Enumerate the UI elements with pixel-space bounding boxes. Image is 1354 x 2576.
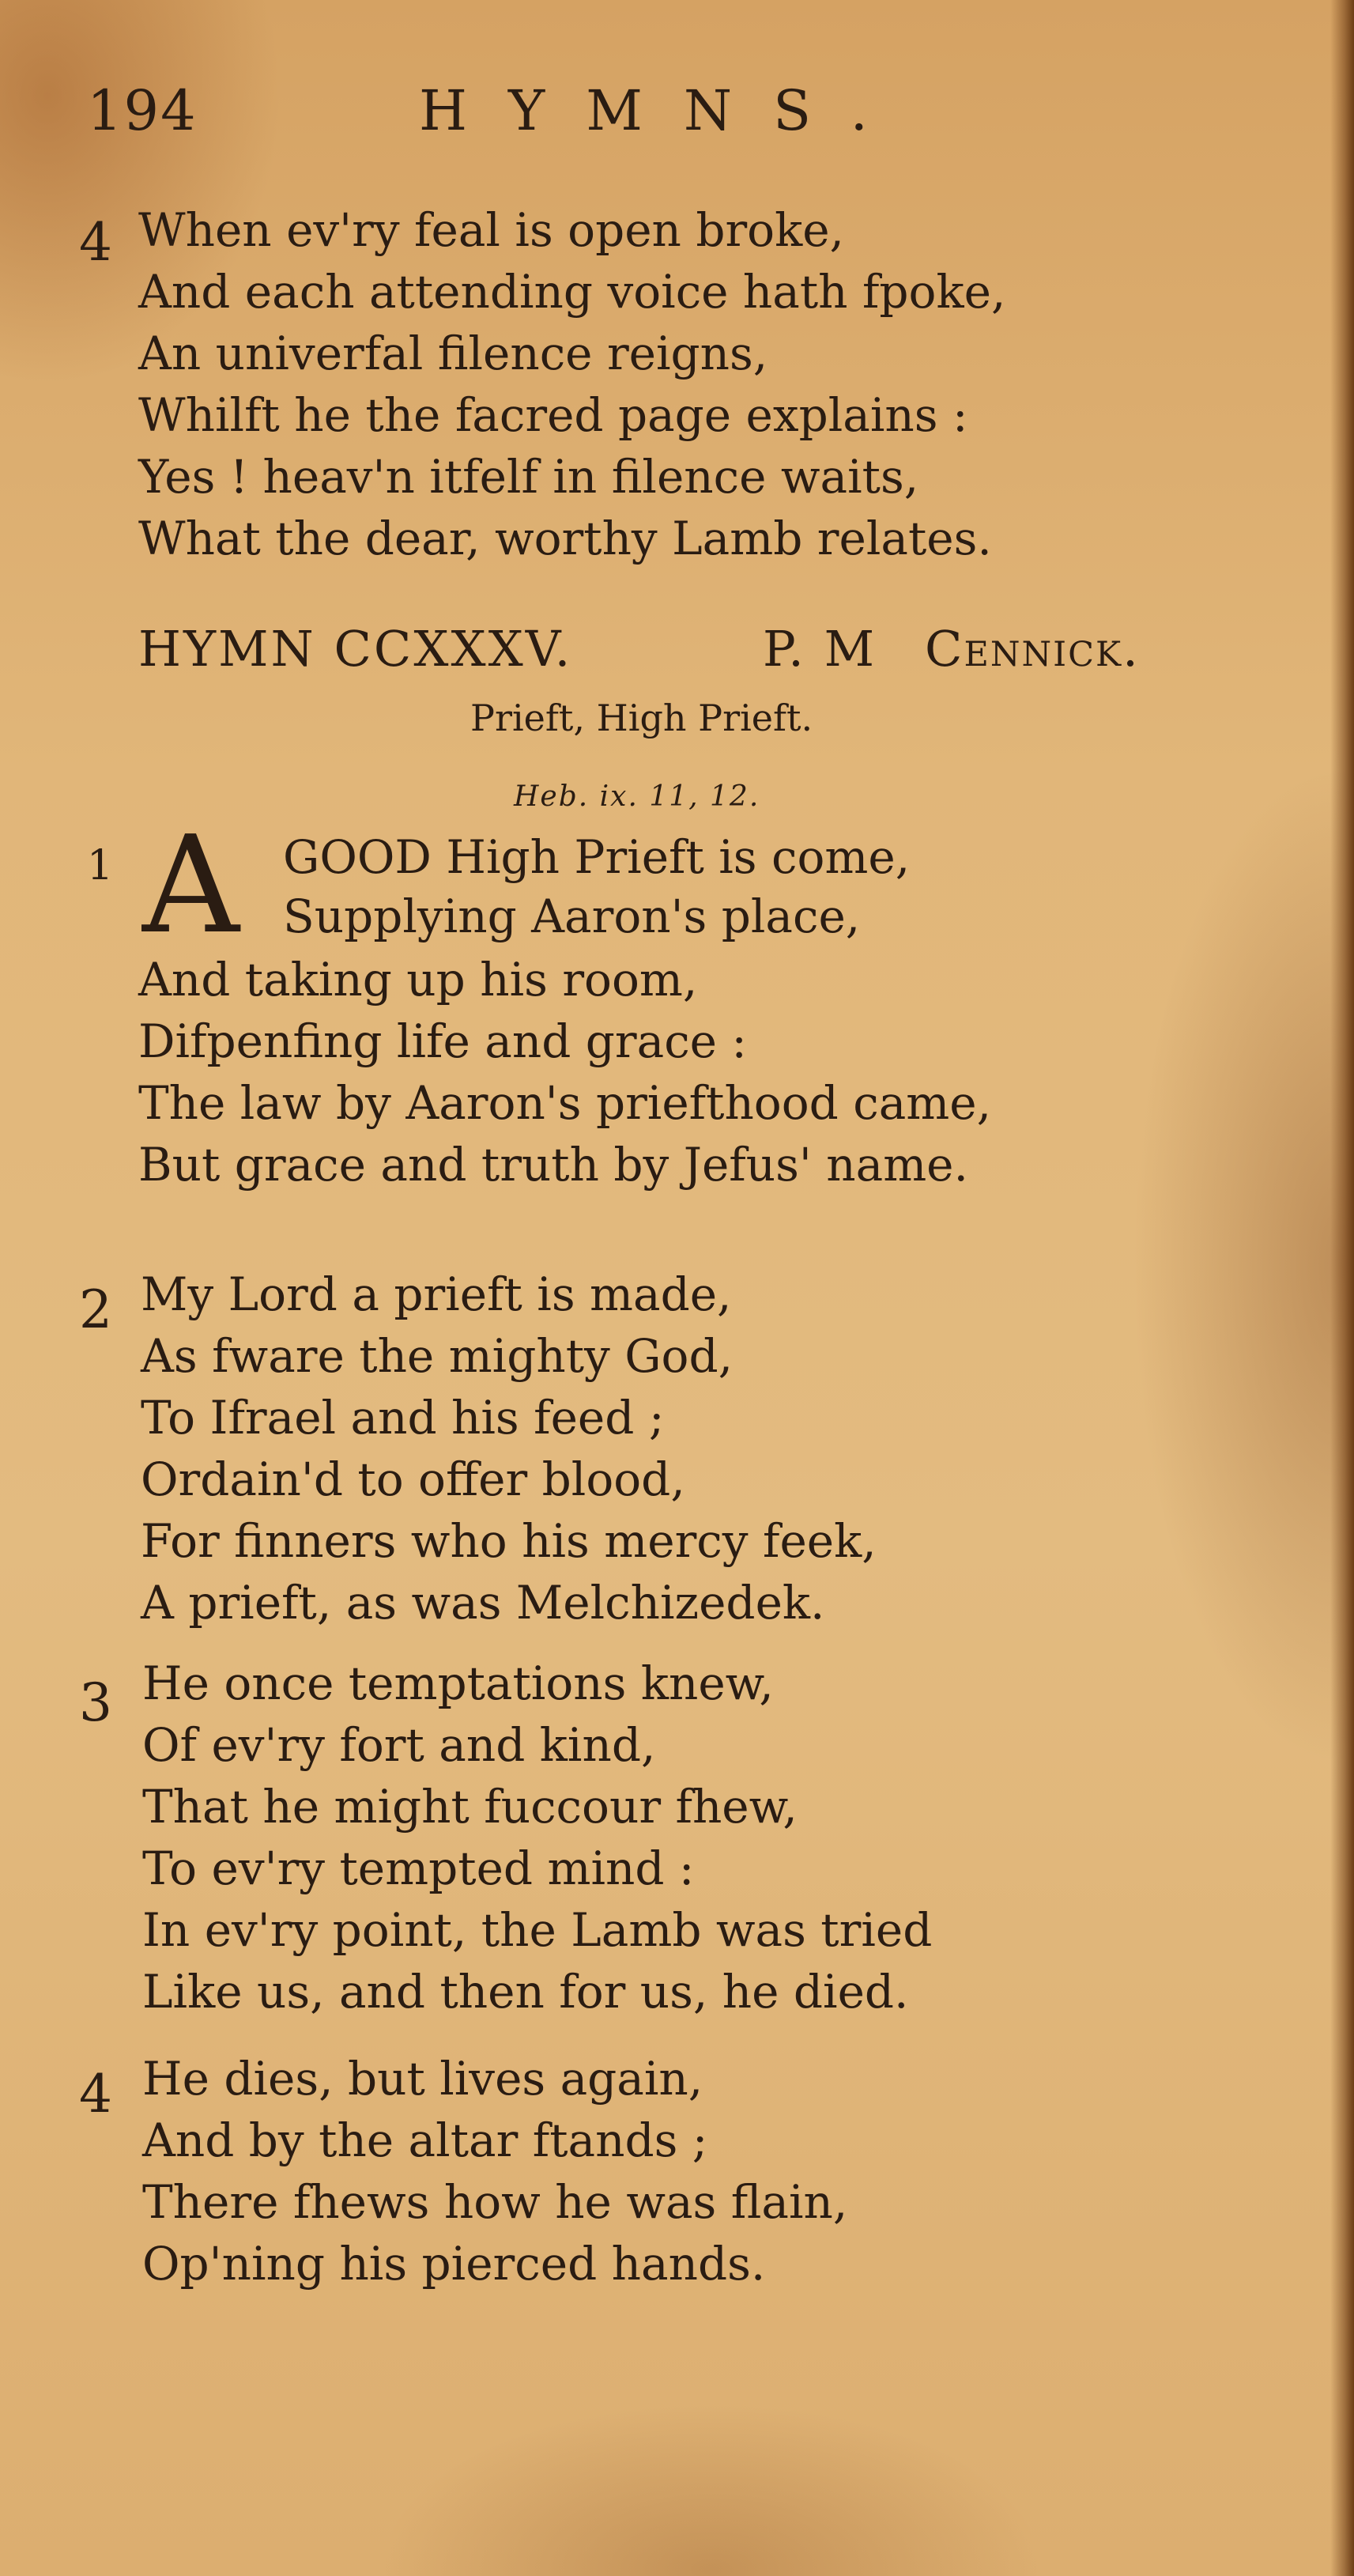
verse-line: Difpenfing life and grace : xyxy=(138,1014,747,1068)
verse-line: For finners who his mercy feek, xyxy=(141,1514,877,1568)
verse-line: And each attending voice hath fpoke, xyxy=(138,265,1006,319)
hymn-author: Cennick. xyxy=(925,620,1140,678)
stanza-number: 4 xyxy=(79,212,112,273)
verse-line: There fhews how he was flain, xyxy=(142,2175,848,2229)
drop-cap: A xyxy=(142,807,239,964)
verse-line: But grace and truth by Jefus' name. xyxy=(138,1138,968,1192)
verse-line: Op'ning his pierced hands. xyxy=(142,2237,766,2291)
verse-line: That he might fuccour fhew, xyxy=(142,1780,798,1834)
hymn-meter: P. M xyxy=(763,620,877,678)
verse-line: Of ev'ry fort and kind, xyxy=(142,1718,656,1772)
verse-line: Supplying Aaron's place, xyxy=(283,890,861,943)
verse-line: He once temptations knew, xyxy=(142,1656,774,1710)
verse-line: Ordain'd to offer blood, xyxy=(141,1452,685,1506)
scripture-reference: Heb. ix. 11, 12. xyxy=(514,780,760,813)
verse-line: Like us, and then for us, he died. xyxy=(142,1965,909,2019)
verse-line: Whilft he the facred page explains : xyxy=(138,388,968,442)
verse-line: And by the altar ftands ; xyxy=(142,2113,708,2167)
stanza-number: 4 xyxy=(79,2064,112,2125)
verse-line: He dies, but lives again, xyxy=(142,2052,703,2106)
verse-line: An univerfal filence reigns, xyxy=(138,327,768,380)
hymn-title: HYMN CCXXXV. xyxy=(138,620,573,678)
stanza-number: 2 xyxy=(79,1279,112,1340)
verse-line: GOOD High Prieft is come, xyxy=(283,830,911,884)
verse-line: And taking up his room, xyxy=(138,953,698,1007)
verse-line: Yes ! heav'n itfelf in filence waits, xyxy=(138,450,919,504)
verse-line: The law by Aaron's priefthood came, xyxy=(138,1076,992,1130)
stanza-number: 1 xyxy=(87,842,114,890)
verse-line: When ev'ry feal is open broke, xyxy=(138,203,844,257)
running-title: HYMNS. xyxy=(419,78,909,143)
verse-line: What the dear, worthy Lamb relates. xyxy=(138,512,992,565)
verse-line: In ev'ry point, the Lamb was tried xyxy=(142,1903,933,1957)
page-number: 194 xyxy=(87,78,198,143)
hymn-subtitle: Prieft, High Prieft. xyxy=(470,697,813,739)
page-edge-shadow xyxy=(1330,0,1354,2576)
stanza-number: 3 xyxy=(79,1672,112,1733)
verse-line: As fware the mighty God, xyxy=(141,1329,734,1383)
verse-line: My Lord a prieft is made, xyxy=(141,1267,732,1321)
verse-line: To Ifrael and his feed ; xyxy=(141,1391,665,1445)
verse-line: A prieft, as was Melchizedek. xyxy=(141,1576,825,1630)
verse-line: To ev'ry tempted mind : xyxy=(142,1841,695,1895)
